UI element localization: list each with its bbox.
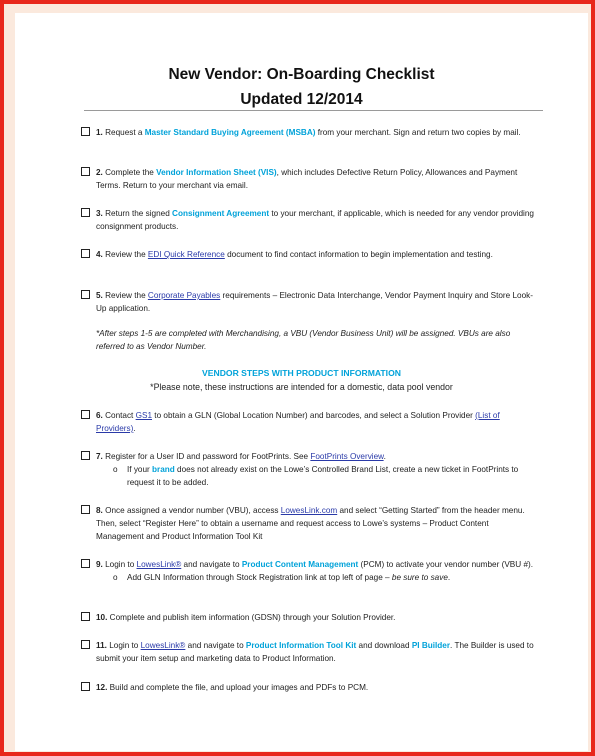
sub-bullet: o Add GLN Information through Stock Registration link at top left of page – be sure to save. bbox=[113, 573, 451, 582]
checklist-item-11: 11. Login to LowesLink® and navigate to Product Information Tool Kit and download PI Builder. The Builder is used to submit your item setup and marketing data to Product Information. bbox=[81, 639, 541, 665]
checkbox[interactable] bbox=[81, 290, 90, 299]
pi-builder-link[interactable]: PI Builder bbox=[411, 641, 451, 650]
checkbox[interactable] bbox=[81, 451, 90, 460]
msba-link[interactable]: Master Standard Buying Agreement (MSBA) bbox=[144, 128, 316, 137]
section-heading: VENDOR STEPS WITH PRODUCT INFORMATION bbox=[202, 368, 401, 378]
document-subtitle: Updated 12/2014 bbox=[240, 91, 363, 108]
footprints-overview-link[interactable]: FootPrints Overview bbox=[310, 452, 384, 461]
checkbox[interactable] bbox=[81, 640, 90, 649]
checklist-item-12: 12. Build and complete the file, and upload your images and PDFs to PCM. bbox=[81, 681, 541, 694]
checkbox[interactable] bbox=[81, 612, 90, 621]
loweslink-link[interactable]: LowesLink.com bbox=[280, 506, 338, 515]
loweslink-link[interactable]: LowesLink® bbox=[140, 641, 186, 650]
checklist-item-5: 5. Review the Corporate Payables requirements – Electronic Data Interchange, Vendor Payment Inquiry and Store Look-Up application. bbox=[81, 289, 541, 315]
document-page bbox=[15, 13, 588, 751]
vbu-note: *After steps 1-5 are completed with Merchandising, a VBU (Vendor Business Unit) will be assigned. VBUs are also referred to as Vendor Number. bbox=[96, 329, 511, 351]
checkbox[interactable] bbox=[81, 505, 90, 514]
checklist-item-8: 8. Once assigned a vendor number (VBU), access LowesLink.com and select “Getting Started” from the header menu. Then, select “Register Here” to obtain a username and request access to Lowe’s systems – Product Content Management and Product Information Tool Kit bbox=[81, 504, 541, 543]
document-title: New Vendor: On-Boarding Checklist bbox=[168, 66, 435, 83]
checkbox[interactable] bbox=[81, 249, 90, 258]
checkbox[interactable] bbox=[81, 682, 90, 691]
edi-quick-reference-link[interactable]: EDI Quick Reference bbox=[147, 250, 225, 259]
checklist-item-1: 1. Request a Master Standard Buying Agreement (MSBA) from your merchant. Sign and return two copies by mail. bbox=[81, 126, 541, 139]
checklist-item-3: 3. Return the signed Consignment Agreement to your merchant, if applicable, which is needed for any vendor providing consignment products. bbox=[81, 207, 541, 233]
checklist-item-9: 9. Login to LowesLink® and navigate to Product Content Management (PCM) to activate your vendor number (VBU #). o Add GLN Information through Stock Registration link at top left of page – be sure to save. bbox=[81, 558, 541, 584]
checklist-item-7: 7. Register for a User ID and password for FootPrints. See FootPrints Overview. o If your brand does not already exist on the Lowe’s Controlled Brand List, create a new ticket in FootPrints to request it to be added. bbox=[81, 450, 541, 489]
checkbox[interactable] bbox=[81, 559, 90, 568]
corporate-payables-link[interactable]: Corporate Payables bbox=[147, 291, 221, 300]
brand-link[interactable]: brand bbox=[152, 465, 175, 474]
gs1-link[interactable]: GS1 bbox=[135, 411, 153, 420]
product-information-tool-kit-link[interactable]: Product Information Tool Kit bbox=[245, 641, 357, 650]
title-divider bbox=[84, 110, 543, 111]
vis-link[interactable]: Vendor Information Sheet (VIS) bbox=[156, 168, 277, 177]
bullet-marker: o bbox=[113, 573, 118, 582]
loweslink-link[interactable]: LowesLink® bbox=[136, 560, 182, 569]
checklist-item-10: 10. Complete and publish item information (GDSN) through your Solution Provider. bbox=[81, 611, 541, 624]
bullet-marker: o bbox=[113, 465, 118, 474]
list-of-providers-link[interactable]: (List of Providers) bbox=[96, 411, 500, 433]
checklist-item-2: 2. Complete the Vendor Information Sheet (VIS), which includes Defective Return Policy, Allowances and Payment Terms. Return to your merchant via email. bbox=[81, 166, 541, 192]
checklist-item-4: 4. Review the EDI Quick Reference document to find contact information to begin implementation and testing. bbox=[81, 248, 541, 261]
sub-bullet: o If your brand does not already exist on the Lowe’s Controlled Brand List, create a new ticket in FootPrints to request it to be added. bbox=[113, 465, 519, 487]
checkbox[interactable] bbox=[81, 410, 90, 419]
checkbox[interactable] bbox=[81, 208, 90, 217]
section-subheading: *Please note, these instructions are intended for a domestic, data pool vendor bbox=[150, 382, 453, 392]
checkbox[interactable] bbox=[81, 167, 90, 176]
checklist-item-6: 6. Contact GS1 to obtain a GLN (Global Location Number) and barcodes, and select a Solution Provider (List of Providers). bbox=[81, 409, 541, 435]
product-content-management-link[interactable]: Product Content Management bbox=[241, 560, 359, 569]
checkbox[interactable] bbox=[81, 127, 90, 136]
consignment-agreement-link[interactable]: Consignment Agreement bbox=[172, 209, 270, 218]
